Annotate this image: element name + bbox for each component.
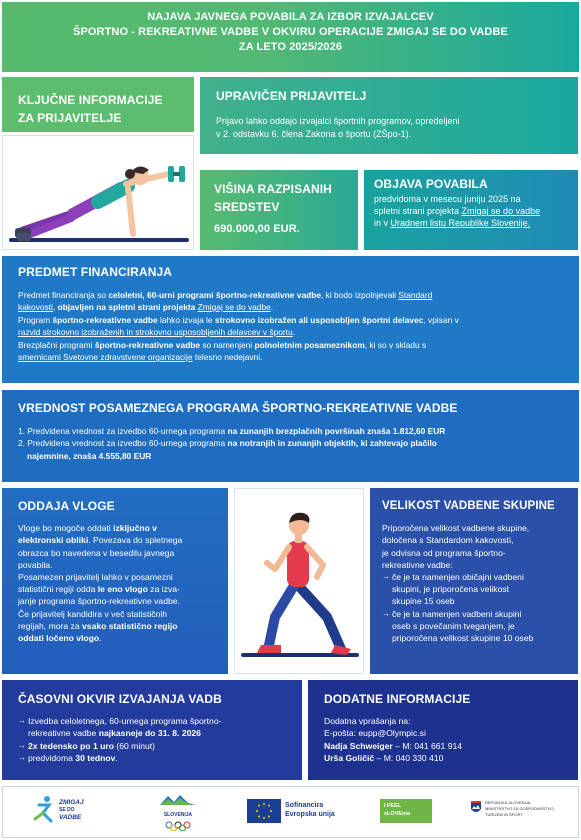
extra-title: DODATNE INFORMACIJE	[324, 692, 471, 706]
zmigaj-link-2[interactable]: Zmigaj se do vadbe	[197, 302, 271, 312]
timeframe-title: ČASOVNI OKVIR IZVAJANJA VADB	[18, 692, 222, 706]
group-line-4: rekreativne vadbe:	[382, 559, 453, 570]
submission-line-9: regijah, mora za vsako statistično regijo	[18, 620, 178, 631]
publication-box	[364, 170, 578, 250]
timeframe-box	[2, 680, 302, 780]
key-info-box	[2, 77, 194, 132]
i-feel-slovenia-logo	[380, 799, 432, 823]
publication-line-3: in v Uradnem listu Republike Slovenije.	[374, 218, 531, 228]
funds-title-1: VIŠINA RAZPISANIH	[214, 182, 332, 196]
value-item-2-cont: najemnine, znaša 4.555,80 EUR	[27, 450, 152, 461]
ministry-text-3: TURIZEM IN ŠPORT	[485, 812, 523, 817]
publication-title: OBJAVA POVABILA	[374, 177, 488, 191]
submission-line-8: Če prijavitelj kandidira v več statističnih	[18, 608, 168, 619]
runner-logo-icon	[33, 795, 57, 825]
plank-illustration	[2, 135, 194, 250]
group-bullet-1: → če je ta namenjen običajni vadbeni skupini, je priporočena velikost skupine 15 oseb	[382, 571, 578, 608]
logo-strip	[2, 786, 579, 838]
publication-line-2: spletni strani projekta Zmigaj se do vadbe	[374, 206, 541, 216]
subject-line-4: razvid strokovno izobraženih in strokovno usposobljenih delavcev v športu.	[18, 327, 295, 337]
extra-contact-1: Nadja Schweiger – M: 041 661 914	[324, 740, 463, 751]
subject-line-5: Brezplačni programi športno-rekreativne vadbe so namenjeni polnoletnim posameznikom, ki so v skladu s	[18, 339, 427, 350]
mountain-logo-icon	[158, 793, 198, 807]
eligible-applicant-box	[200, 77, 578, 154]
subject-line-3: Program športno-rekreativne vadbe lahko izvaja le strokovno izobražen ali usposobljen športni delavec, vpisan v	[18, 314, 459, 325]
ministry-text-2: MINISTRSTVO ZA GOSPODARSTVO,	[485, 806, 555, 811]
submission-line-6: statistični regiji odda le eno vlogo za izva-	[18, 584, 180, 595]
header-line-1: NAJAVA JAVNEGA POVABILA ZA IZBOR IZVAJALCEV	[147, 11, 434, 23]
submission-line-1: Vloge bo mogoče oddati izključno v	[18, 523, 158, 534]
submission-line-5: Posamezen prijavitelj lahko v posamezni	[18, 572, 173, 583]
funds-title-2: SREDSTEV	[214, 200, 280, 214]
eu-logo-text-1: Sofinancira	[285, 802, 324, 809]
funds-box	[200, 170, 358, 250]
group-line-3: je odvisna od programa športno-	[382, 547, 506, 558]
zmigaj-link[interactable]: Zmigaj se do vadbe	[461, 206, 541, 216]
subject-title: PREDMET FINANCIRANJA	[18, 265, 173, 279]
lunge-illustration	[234, 488, 364, 674]
submission-title: ODDAJA VLOGE	[18, 499, 115, 513]
timeframe-bullet-1: → Izvedba celoletnega, 60-urnega programa športno- rekreativne vadbe najkasneje do 31. 8. 2026	[18, 715, 302, 739]
standard-link[interactable]: Standard	[398, 289, 433, 300]
submission-line-10: oddati ločeno vlogo.	[18, 633, 102, 644]
extra-info-box	[308, 680, 578, 780]
eu-logo-text-2: Evropska unija	[285, 811, 335, 818]
zmigaj-logo	[33, 791, 93, 835]
key-info-title-1: KLJUČNE INFORMACIJE	[18, 93, 163, 107]
value-item-2: 2. Predvidena vrednost za izvedbo 60-urnega programa na notranjih in zunanjih objektih, ki zahtevajo plačilo	[18, 438, 437, 448]
submission-line-2: elektronski obliki. Povezava do spletnega	[18, 535, 183, 546]
eligible-line-2: v 2. odstavku 6. člena Zakona o športu (ZŠpo-1).	[216, 129, 412, 139]
zmigaj-logo-text-3: VADBE	[59, 814, 82, 821]
group-line-1: Priporočena velikost vadbene skupine,	[382, 523, 530, 534]
subject-line-1: Predmet financiranja so celoletni, 60-urni programi športno-rekreativne vadbe, ki bodo izpolnjevali Standard	[18, 289, 433, 300]
key-info-title-2: ZA PRIJAVITELJE	[18, 111, 122, 125]
eligible-title: UPRAVIČEN PRIJAVITELJ	[216, 89, 367, 103]
kakovosti-link[interactable]: kakovosti	[18, 302, 53, 312]
uradni-list-link[interactable]: Uradnem listu Republike Slovenije.	[390, 218, 531, 228]
submission-box	[2, 488, 228, 674]
header-line-2: ŠPORTNO - REKREATIVNE VADBE V OKVIRU OPERACIJE ZMIGAJ SE DO VADBE	[73, 26, 508, 38]
ministry-text-1: REPUBLIKA SLOVENIJA	[485, 800, 531, 805]
slovenia-coat-of-arms-icon	[471, 801, 481, 815]
razvid-link[interactable]: razvid strokovno izobraženih in strokovno usposobljenih delavcev v športu	[18, 327, 293, 337]
group-size-box	[370, 488, 578, 674]
submission-line-7: janje programa športno-rekreativne vadbe.	[18, 596, 180, 607]
header-line-3: ZA LETO 2025/2026	[238, 41, 343, 53]
header-banner	[2, 2, 579, 72]
subject-financing-box	[2, 256, 579, 383]
subject-line-2: kakovosti, objavljen na spletni strani projekta Zmigaj se do vadbe.	[18, 302, 274, 312]
value-item-1: 1. Predvidena vrednost za izvedbo 60-urnega programa na zunanjih brezplačnih površinah znaša 1.812,60 EUR	[18, 425, 446, 436]
timeframe-bullet-3: → predvidoma 30 tednov.	[18, 752, 302, 764]
i-feel-slovenia-text: I FEEL sLOVEnia	[384, 803, 410, 817]
slovenija-logo-text: SLOVENIJA	[163, 812, 193, 818]
olympic-rings-icon	[163, 821, 193, 831]
extra-contact-2: Urša Goličič – M: 040 330 410	[324, 752, 444, 763]
program-value-box	[2, 390, 579, 482]
timeframe-bullets	[18, 715, 302, 764]
group-line-2: določena s Standardom kakovosti,	[382, 535, 514, 546]
eu-cofunding-logo	[247, 797, 357, 827]
who-link[interactable]: smernicami Svetovne zdravstvene organizacije	[18, 352, 193, 362]
zmigaj-logo-text-2: SE DO	[59, 807, 75, 813]
timeframe-bullet-2: → 2x tedensko po 1 uro (60 minut)	[18, 740, 302, 752]
ministry-logo	[471, 799, 576, 829]
eu-flag-icon	[247, 799, 281, 823]
lunge-exercise-image	[235, 489, 364, 674]
subject-line-6: smernicami Svetovne zdravstvene organizacije telesno nedejavni.	[18, 352, 263, 362]
submission-line-4: povabila.	[18, 559, 53, 570]
extra-line-1: Dodatna vprašanja na:	[324, 716, 411, 727]
plank-exercise-image	[3, 136, 194, 250]
group-size-title: VELIKOST VADBENE SKUPINE	[382, 500, 555, 512]
group-bullet-2: → če je ta namenjen vadbeni skupini oseb s povečanim tveganjem, je priporočena velikost skupine 10 oseb	[382, 608, 578, 645]
publication-line-1: predvidoma v mesecu juniju 2025 na	[374, 194, 521, 204]
zmigaj-logo-text-1: ZMIGAJ	[59, 799, 84, 806]
slovenija-olympic-logo	[153, 793, 203, 835]
value-title: VREDNOST POSAMEZNEGA PROGRAMA ŠPORTNO-REKREATIVNE VADBE	[18, 401, 458, 415]
eligible-line-1: Prijavo lahko oddajo izvajalci športnih programov, opredeljeni	[216, 116, 460, 126]
extra-email[interactable]: E-pošta: eupp@Olympic.si	[324, 728, 426, 739]
submission-line-3: obrazca bo navedena v besedilu javnega	[18, 547, 175, 558]
group-bullets	[382, 571, 578, 644]
funds-amount: 690.000,00 EUR.	[214, 223, 300, 235]
